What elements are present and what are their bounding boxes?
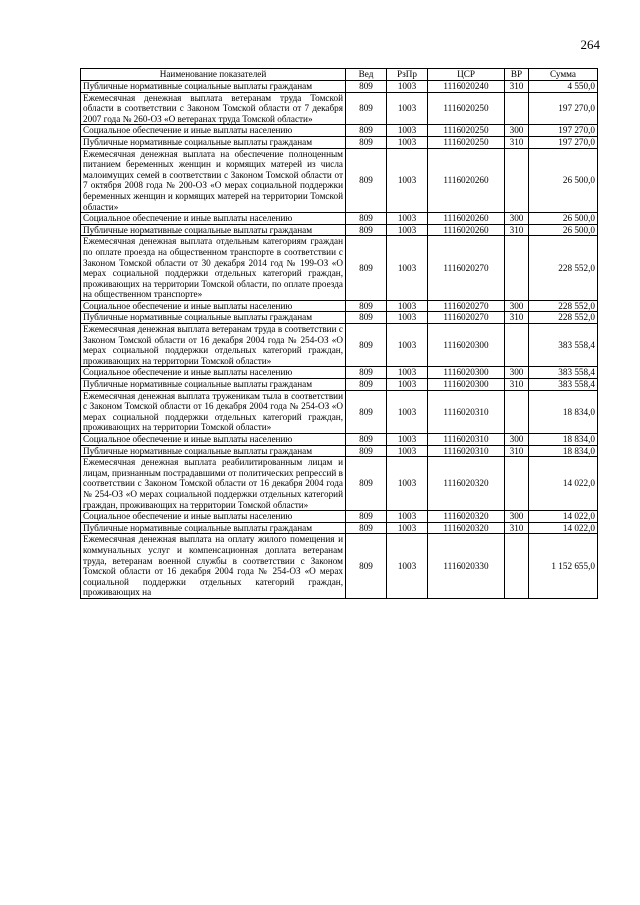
cell-rzpr: 1003	[387, 148, 428, 213]
table-row	[81, 457, 598, 511]
cell-csr: 1116020270	[428, 300, 505, 312]
cell-rzpr: 1003	[387, 457, 428, 511]
cell-rzpr: 1003	[387, 434, 428, 446]
cell-vr: 310	[505, 224, 529, 236]
cell-ved: 809	[346, 324, 387, 367]
cell-sum: 14 022,0	[529, 511, 598, 523]
cell-vr	[505, 390, 529, 433]
table-row	[81, 300, 598, 312]
cell-ved: 809	[346, 136, 387, 148]
cell-vr: 310	[505, 81, 529, 93]
cell-vr: 300	[505, 434, 529, 446]
table-row	[81, 148, 598, 213]
cell-ved: 809	[346, 379, 387, 391]
cell-csr: 1116020250	[428, 136, 505, 148]
cell-vr: 310	[505, 379, 529, 391]
cell-sum: 228 552,0	[529, 312, 598, 324]
cell-sum: 383 558,4	[529, 324, 598, 367]
cell-name: Ежемесячная денежная выплата ветеранам труда в соответствии с Законом Томской области от 16 декабря 2004 года № 254-ОЗ «О мерах социальной поддержки отдельных категорий граждан, проживающих на территории Томской области»	[81, 324, 346, 367]
cell-csr: 1116020320	[428, 457, 505, 511]
cell-vr	[505, 148, 529, 213]
cell-csr: 1116020310	[428, 445, 505, 457]
cell-name: Ежемесячная денежная выплата отдельным категориям граждан по оплате проезда на общественном транспорте в соответствии с Законом Томской области от 30 декабря 2014 год № 199-ОЗ «О мерах социальной поддержки отдельных категорий граждан, проживающих на территории Томской области, по оплате проезда на общественном транспорте»	[81, 236, 346, 301]
cell-vr	[505, 457, 529, 511]
cell-sum: 1 152 655,0	[529, 534, 598, 599]
cell-rzpr: 1003	[387, 534, 428, 599]
cell-vr	[505, 236, 529, 301]
cell-vr: 300	[505, 213, 529, 225]
cell-rzpr: 1003	[387, 136, 428, 148]
table-row	[81, 236, 598, 301]
cell-ved: 809	[346, 367, 387, 379]
budget-table	[80, 68, 598, 599]
table-row	[81, 125, 598, 137]
cell-csr: 1116020260	[428, 224, 505, 236]
table-row	[81, 213, 598, 225]
cell-vr: 310	[505, 312, 529, 324]
cell-name: Ежемесячная денежная выплата на обеспечение полноценным питанием беременных женщин и кормящих матерей из числа малоимущих семей в соответствии с Законом Томской области от 7 октября 2008 года № 200-ОЗ «О мерах социальной поддержки беременных женщин и кормящих матерей на территории Томской области»	[81, 148, 346, 213]
cell-name: Ежемесячная денежная выплата на оплату жилого помещения и коммунальных услуг и компенсационная доплата ветеранам труда, ветеранам военной службы в соответствии с Законом Томской области от 16 декабря 2004 года № 254-ОЗ «О мерах социальной поддержки отдельных категорий граждан, проживающих на	[81, 534, 346, 599]
cell-rzpr: 1003	[387, 213, 428, 225]
cell-csr: 1116020310	[428, 390, 505, 433]
cell-sum: 18 834,0	[529, 390, 598, 433]
cell-name: Публичные нормативные социальные выплаты гражданам	[81, 522, 346, 534]
cell-vr	[505, 324, 529, 367]
cell-rzpr: 1003	[387, 390, 428, 433]
cell-csr: 1116020310	[428, 434, 505, 446]
header-ved: Вед	[346, 69, 387, 81]
cell-name: Ежемесячная денежная выплата труженикам тыла в соответствии с Законом Томской области от 16 декабря 2004 года № 254-ОЗ «О мерах социальной поддержки отдельных категорий граждан, проживающих на территории Томской области»	[81, 390, 346, 433]
cell-ved: 809	[346, 511, 387, 523]
table-row	[81, 312, 598, 324]
cell-name: Публичные нормативные социальные выплаты гражданам	[81, 136, 346, 148]
table-row	[81, 511, 598, 523]
cell-ved: 809	[346, 92, 387, 125]
cell-csr: 1116020240	[428, 81, 505, 93]
cell-sum: 197 270,0	[529, 125, 598, 137]
cell-name: Публичные нормативные социальные выплаты гражданам	[81, 312, 346, 324]
cell-ved: 809	[346, 434, 387, 446]
cell-csr: 1116020330	[428, 534, 505, 599]
header-name: Наименование показателей	[81, 69, 346, 81]
table-row	[81, 324, 598, 367]
cell-rzpr: 1003	[387, 125, 428, 137]
table-row	[81, 92, 598, 125]
cell-sum: 197 270,0	[529, 136, 598, 148]
cell-rzpr: 1003	[387, 224, 428, 236]
cell-name: Ежемесячная денежная выплата реабилитированным лицам и лицам, признанным пострадавшими от политических репрессий в соответствии с Законом Томской области от 16 декабря 2004 года № 254-ОЗ «О мерах социальной поддержки отдельных категорий граждан, проживающих на территории Томской области»	[81, 457, 346, 511]
header-vr: ВР	[505, 69, 529, 81]
cell-sum: 26 500,0	[529, 224, 598, 236]
cell-rzpr: 1003	[387, 367, 428, 379]
cell-csr: 1116020270	[428, 312, 505, 324]
cell-ved: 809	[346, 300, 387, 312]
cell-ved: 809	[346, 522, 387, 534]
cell-sum: 197 270,0	[529, 92, 598, 125]
cell-name: Социальное обеспечение и иные выплаты населению	[81, 434, 346, 446]
cell-vr: 300	[505, 300, 529, 312]
cell-name: Публичные нормативные социальные выплаты гражданам	[81, 379, 346, 391]
table-row	[81, 522, 598, 534]
cell-rzpr: 1003	[387, 92, 428, 125]
cell-csr: 1116020260	[428, 213, 505, 225]
cell-rzpr: 1003	[387, 81, 428, 93]
cell-sum: 4 550,0	[529, 81, 598, 93]
cell-ved: 809	[346, 445, 387, 457]
cell-ved: 809	[346, 236, 387, 301]
cell-vr: 310	[505, 522, 529, 534]
cell-csr: 1116020300	[428, 367, 505, 379]
cell-ved: 809	[346, 534, 387, 599]
cell-csr: 1116020250	[428, 125, 505, 137]
cell-sum: 26 500,0	[529, 213, 598, 225]
cell-name: Социальное обеспечение и иные выплаты населению	[81, 125, 346, 137]
cell-sum: 14 022,0	[529, 457, 598, 511]
cell-name: Социальное обеспечение и иные выплаты населению	[81, 213, 346, 225]
cell-sum: 383 558,4	[529, 367, 598, 379]
cell-ved: 809	[346, 148, 387, 213]
table-row	[81, 136, 598, 148]
cell-vr: 300	[505, 367, 529, 379]
cell-ved: 809	[346, 390, 387, 433]
table-row	[81, 534, 598, 599]
header-csr: ЦСР	[428, 69, 505, 81]
cell-vr	[505, 92, 529, 125]
cell-rzpr: 1003	[387, 312, 428, 324]
cell-name: Социальное обеспечение и иные выплаты населению	[81, 367, 346, 379]
cell-vr: 300	[505, 511, 529, 523]
cell-sum: 228 552,0	[529, 300, 598, 312]
cell-rzpr: 1003	[387, 324, 428, 367]
cell-vr: 310	[505, 445, 529, 457]
table-row	[81, 379, 598, 391]
cell-csr: 1116020320	[428, 522, 505, 534]
cell-name: Социальное обеспечение и иные выплаты населению	[81, 300, 346, 312]
cell-name: Ежемесячная денежная выплата ветеранам труда Томской области в соответствии с Законом Томской области от 7 декабря 2007 года № 260-ОЗ «О ветеранах труда Томской области»	[81, 92, 346, 125]
cell-name: Публичные нормативные социальные выплаты гражданам	[81, 81, 346, 93]
cell-sum: 228 552,0	[529, 236, 598, 301]
table-row	[81, 224, 598, 236]
table-header-row	[81, 69, 598, 81]
table-row	[81, 390, 598, 433]
cell-rzpr: 1003	[387, 379, 428, 391]
cell-csr: 1116020320	[428, 511, 505, 523]
header-sum: Сумма	[529, 69, 598, 81]
page-number: 264	[580, 37, 600, 52]
cell-vr	[505, 534, 529, 599]
table-row	[81, 445, 598, 457]
cell-rzpr: 1003	[387, 236, 428, 301]
cell-vr: 310	[505, 136, 529, 148]
cell-ved: 809	[346, 457, 387, 511]
cell-rzpr: 1003	[387, 511, 428, 523]
cell-rzpr: 1003	[387, 300, 428, 312]
cell-name: Публичные нормативные социальные выплаты гражданам	[81, 224, 346, 236]
cell-csr: 1116020300	[428, 379, 505, 391]
cell-csr: 1116020250	[428, 92, 505, 125]
cell-ved: 809	[346, 224, 387, 236]
cell-ved: 809	[346, 125, 387, 137]
cell-vr: 300	[505, 125, 529, 137]
cell-rzpr: 1003	[387, 445, 428, 457]
cell-ved: 809	[346, 213, 387, 225]
cell-sum: 14 022,0	[529, 522, 598, 534]
cell-ved: 809	[346, 312, 387, 324]
header-rzpr: РзПр	[387, 69, 428, 81]
cell-ved: 809	[346, 81, 387, 93]
cell-sum: 383 558,4	[529, 379, 598, 391]
table-row	[81, 434, 598, 446]
cell-rzpr: 1003	[387, 522, 428, 534]
table-row	[81, 81, 598, 93]
cell-name: Публичные нормативные социальные выплаты гражданам	[81, 445, 346, 457]
cell-csr: 1116020300	[428, 324, 505, 367]
cell-csr: 1116020270	[428, 236, 505, 301]
cell-csr: 1116020260	[428, 148, 505, 213]
cell-sum: 18 834,0	[529, 445, 598, 457]
table-row	[81, 367, 598, 379]
cell-sum: 26 500,0	[529, 148, 598, 213]
cell-sum: 18 834,0	[529, 434, 598, 446]
cell-name: Социальное обеспечение и иные выплаты населению	[81, 511, 346, 523]
